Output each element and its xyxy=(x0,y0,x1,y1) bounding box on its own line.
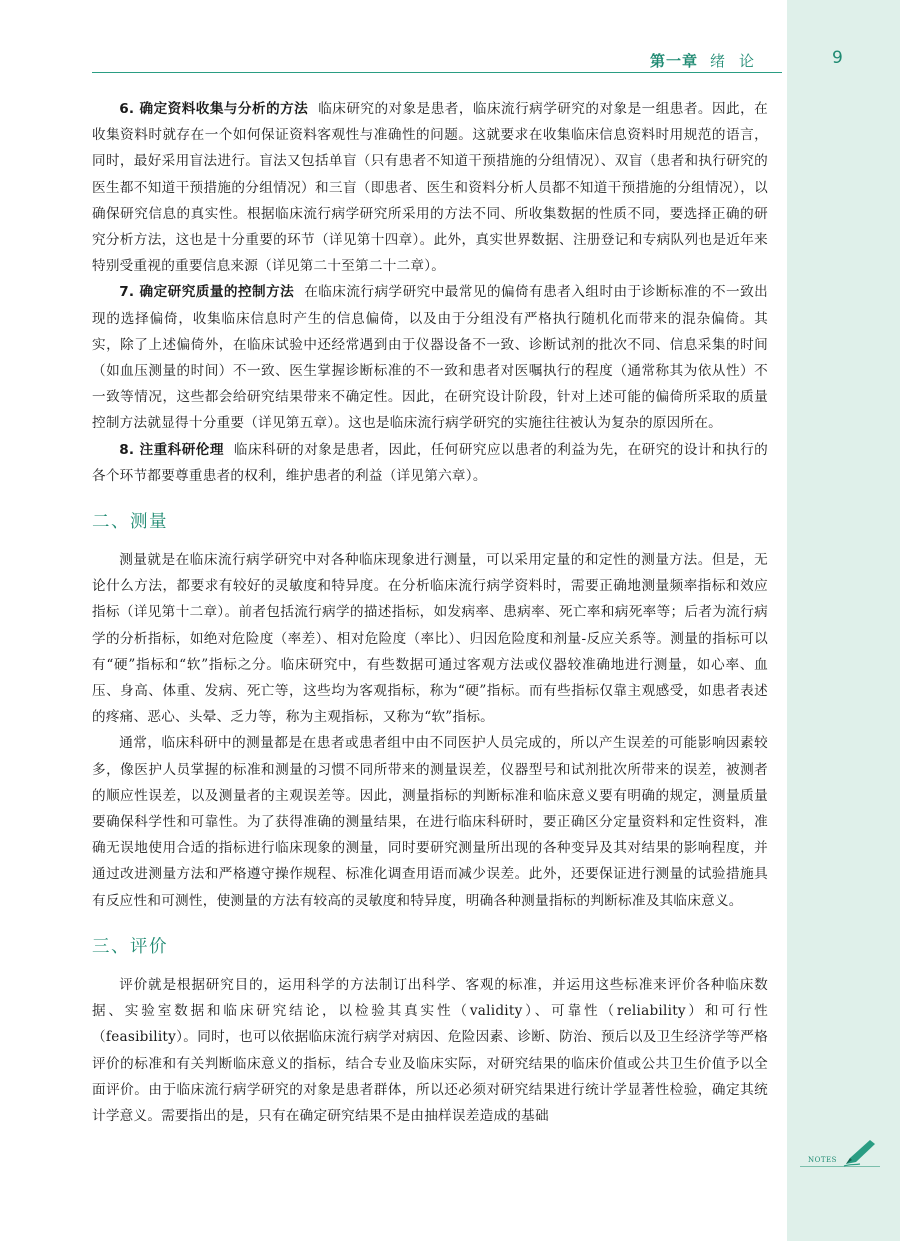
section-heading: 二、测量 xyxy=(92,512,168,533)
chapter-title: 绪论 xyxy=(709,52,768,70)
body-paragraph: 测量就是在临床流行病学研究中对各种临床现象进行测量，可以采用定量的和定性的测量方法。但是，无论什么方法，都要求有较好的灵敏度和特异度。在分析临床流行病学资料时，需要正确地测量频率指标和效应指标（详见第十二章）。前者包括流行病学的描述指标，如发病率、患病率、死亡率和病死率等；后者为流行病学的分析指标，如绝对危险度（率差）、相对危险度（率比）、归因危险度和剂量-反应关系等。测量的指标可以有“硬”指标和“软”指标之分。临床研究中，有些数据可通过客观方法或仪器较准确地进行测量，如心率、血压、身高、体重、发病、死亡等，这些均为客观指标，称为“硬”指标。而有些指标仅靠主观感受，如患者表述的疼痛、恶心、头晕、乏力等，称为主观指标，又称为“软”指标。 xyxy=(92,552,768,726)
item-title: 8. 注重科研伦理 xyxy=(119,441,224,458)
pen-icon xyxy=(842,1138,878,1168)
page-header xyxy=(92,48,782,73)
running-head xyxy=(650,50,768,71)
item-title: 6. 确定资料收集与分析的方法 xyxy=(119,101,309,117)
item-title: 7. 确定研究质量的控制方法 xyxy=(119,284,295,301)
item-text: 临床研究的对象是患者，临床流行病学研究的对象是一组患者。因此，在收集资料时就存在一个如何保证资料客观性与准确性的问题。这就要求在收集临床信息资料时用规范的语言，同时，最好采用盲法进行。盲法又包括单盲（只有患者不知道干预措施的分组情况）、双盲（患者和执行研究的医生都不知道干预措施的分组情况）和三盲（即患者、医生和资料分析人员都不知道干预措施的分组情况），以确保研究信息的真实性。根据临床流行病学研究所采用的方法不同、所收集数据的性质不同，要选择正确的研究分析方法，这也是十分重要的环节（详见第十四章）。此外，真实世界数据、注册登记和专病队列也是近年来特别受重视的重要信息来源（详见第二十至第二十二章）。 xyxy=(92,101,768,275)
notes-mark xyxy=(800,1138,880,1172)
item-text: 临床科研的对象是患者，因此，任何研究应以患者的利益为先，在研究的设计和执行的各个环节都要尊重患者的权利，维护患者的利益（详见第六章）。 xyxy=(92,441,769,484)
chapter-number: 第一章 xyxy=(649,52,698,70)
item-paragraph xyxy=(92,96,768,279)
margin-strip xyxy=(787,0,900,1241)
page-number: 9 xyxy=(832,48,843,68)
item-paragraph xyxy=(92,279,768,436)
body-paragraph: 通常，临床科研中的测量都是在患者或患者组中由不同医护人员完成的，所以产生误差的可能影响因素较多，像医护人员掌握的标准和测量的习惯不同所带来的测量误差，仪器型号和试剂批次所带来的误差，被测者的顺应性误差，以及测量者的主观误差等。因此，测量指标的判断标准和临床意义要有明确的规定，测量质量要确保科学性和可靠性。为了获得准确的测量结果，在进行临床科研时，要正确区分定量资料和定性资料，准确无误地使用合适的指标进行临床现象的测量，同时要研究测量所出现的各种变异及其对结果的影响程度，并通过改进测量方法和严格遵守操作规程、标准化调查用语而减少误差。此外，还要保证进行测量的试验措施具有反应性和可测性，使测量的方法有较高的灵敏度和特异度，明确各种测量指标的判断标准及其临床意义。 xyxy=(92,735,768,909)
page-body xyxy=(92,96,768,1129)
item-paragraph xyxy=(92,437,768,489)
section-heading: 三、评价 xyxy=(92,936,168,957)
item-text: 在临床流行病学研究中最常见的偏倚有患者入组时由于诊断标准的不一致出现的选择偏倚，收集临床信息时产生的信息偏倚，以及由于分组没有严格执行随机化而带来的混杂偏倚。其实，除了上述偏倚外，在临床试验中还经常遇到由于仪器设备不一致、诊断试剂的批次不同、信息采集的时间（如血压测量的时间）不一致、医生掌握诊断标准的不一致和患者对医嘱执行的程度（通常称其为依从性）不一致等情况，这些都会给研究结果带来不确定性。因此，在研究设计阶段，针对上述可能的偏倚所采取的质量控制方法就显得十分重要（详见第五章）。这也是临床流行病学研究的实施往往被认为复杂的原因所在。 xyxy=(92,284,768,432)
body-paragraph: 评价就是根据研究目的，运用科学的方法制订出科学、客观的标准，并运用这些标准来评价各种临床数据、实验室数据和临床研究结论，以检验其真实性（validity）、可靠性（reliability）和可行性（feasibility）。同时，也可以依据临床流行病学对病因、危险因素、诊断、防治、预后以及卫生经济学等严格评价的标准和有关判断临床意义的指标，结合专业及临床实际，对研究结果的临床价值或公共卫生价值予以全面评价。由于临床流行病学研究的对象是患者群体，所以还必须对研究结果进行统计学显著性检验，确定其统计学意义。需要指出的是，只有在确定研究结果不是由抽样误差造成的基础 xyxy=(92,976,768,1124)
notes-label: NOTES xyxy=(808,1156,837,1164)
